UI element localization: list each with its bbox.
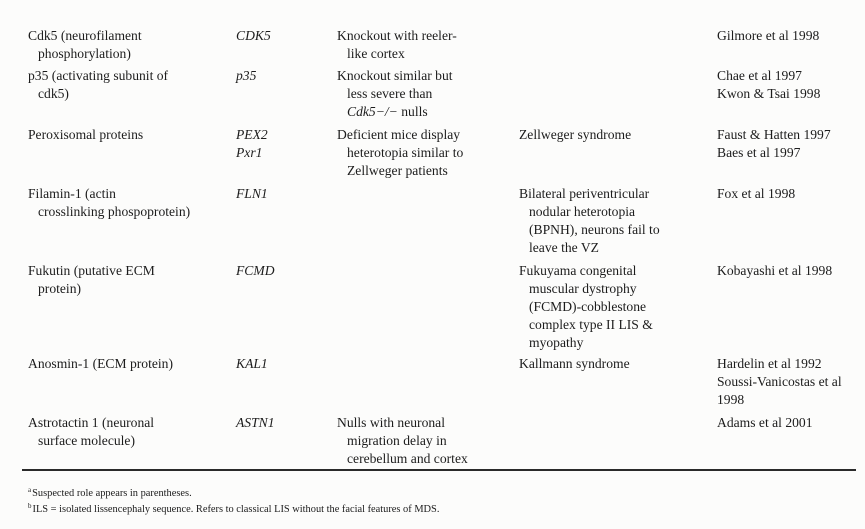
gene-cell [236,414,275,432]
refs-line: Faust & Hatten 1997 [717,127,831,142]
mouse-line: less severe than [347,86,433,101]
human-line: (FCMD)-cobblestone [529,299,647,314]
mouse-line: Knockout with reeler- [337,28,457,43]
protein-cell [28,126,143,144]
gene-cell [236,185,268,203]
protein-line: Astrotactin 1 (neuronal [28,415,155,430]
refs-line: 1998 [717,392,745,407]
mouse-cell [337,67,453,121]
gene-line: KAL1 [236,356,268,371]
refs-line: Hardelin et al 1992 [717,356,822,371]
mouse-line: like cortex [347,46,405,61]
human-line: Kallmann syndrome [519,356,630,371]
refs-cell [717,27,819,45]
human-line: Zellweger syndrome [519,127,632,142]
table-bottom-rule [22,469,856,471]
mouse-line: cerebellum and cortex [347,451,468,466]
human-cell [519,126,631,144]
gene-cell [236,27,271,45]
refs-line: Kobayashi et al 1998 [717,263,833,278]
footnote-a-text: Suspected role appears in parentheses. [32,488,192,499]
footnote-a-mark: a [28,486,32,494]
protein-line: Fukutin (putative ECM [28,263,155,278]
protein-line: Filamin-1 (actin [28,186,116,201]
mouse-line: Deficient mice display [337,127,461,142]
gene-cell [236,126,268,162]
refs-cell [717,67,820,103]
human-line: Bilateral periventricular [519,186,650,201]
footnote-b [28,500,439,516]
refs-cell [717,126,831,162]
protein-line: Peroxisomal proteins [28,127,144,142]
protein-line: surface molecule) [38,433,135,448]
footnote-a [28,484,192,500]
human-line: (BPNH), neurons fail to [529,222,660,237]
gene-cell [236,355,268,373]
refs-line: Soussi-Vanicostas et al [717,374,842,389]
human-line: leave the VZ [529,240,599,255]
mouse-line: Zellweger patients [347,163,448,178]
human-line: myopathy [529,335,584,350]
gene-line: Pxr1 [236,145,263,160]
mouse-line: migration delay in [347,433,447,448]
refs-cell [717,355,842,409]
refs-line: Kwon & Tsai 1998 [717,86,821,101]
footnote-b-mark: b [28,502,32,510]
protein-line: p35 (activating subunit of [28,68,169,83]
refs-cell [717,185,795,203]
gene-cell [236,262,275,280]
human-cell [519,355,630,373]
protein-line: protein) [38,281,82,296]
gene-line: ASTN1 [236,415,275,430]
protein-cell [28,262,155,298]
gene-cell [236,67,256,85]
gene-line: FCMD [236,263,275,278]
refs-line: Fox et al 1998 [717,186,796,201]
human-line: Fukuyama congenital [519,263,637,278]
mouse-line: heterotopia similar to [347,145,464,160]
refs-cell [717,262,832,280]
protein-line: cdk5) [38,86,69,101]
human-line: muscular dystrophy [529,281,637,296]
mouse-cell [337,27,457,63]
mouse-cell [337,126,463,180]
gene-line: CDK5 [236,28,271,43]
refs-line: Chae et al 1997 [717,68,802,83]
human-line: complex type II LIS & [529,317,653,332]
gene-line: PEX2 [236,127,268,142]
mouse-cell [337,414,468,468]
footnote-b-text: ILS = isolated lissencephaly sequence. Refers to classical LIS without the facial features of MDS. [32,504,440,515]
refs-line: Gilmore et al 1998 [717,28,820,43]
mouse-line: Nulls with neuronal [337,415,445,430]
human-line: nodular heterotopia [529,204,636,219]
protein-cell [28,185,190,221]
refs-line: Adams et al 2001 [717,415,813,430]
protein-cell [28,414,154,450]
human-cell [519,262,653,352]
protein-cell [28,67,168,103]
human-cell [519,185,660,257]
mouse-line: Cdk5−/− nulls [347,104,428,119]
protein-cell [28,27,142,63]
gene-line: FLN1 [236,186,268,201]
refs-cell [717,414,813,432]
refs-line: Baes et al 1997 [717,145,801,160]
protein-cell [28,355,173,373]
mouse-line: Knockout similar but [337,68,453,83]
protein-line: Cdk5 (neurofilament [28,28,142,43]
protein-line: phosphorylation) [38,46,131,61]
protein-line: crosslinking phospoprotein) [38,204,191,219]
gene-line: p35 [236,68,257,83]
protein-line: Anosmin-1 (ECM protein) [28,356,173,371]
